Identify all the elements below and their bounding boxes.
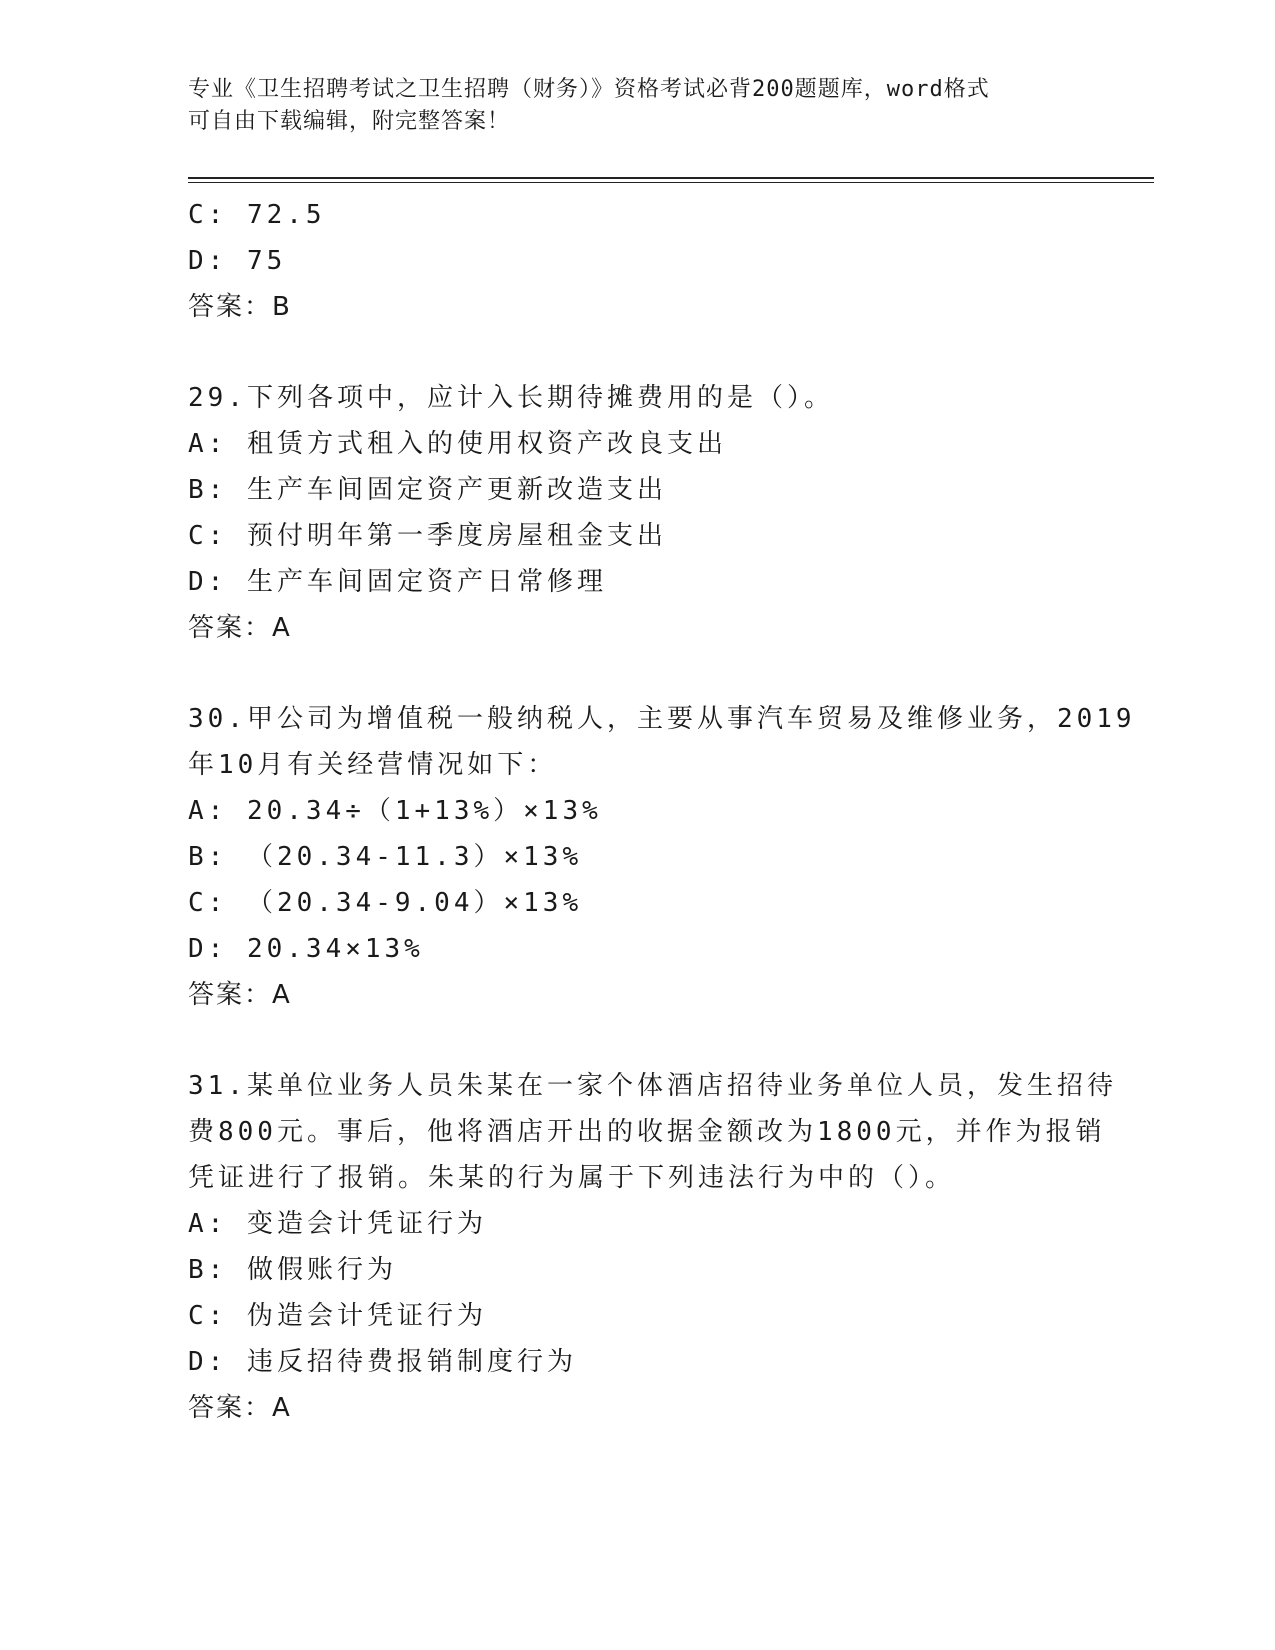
option-a: A: 租赁方式租入的使用权资产改良支出 <box>188 429 727 459</box>
header-divider-thick <box>188 177 1154 179</box>
option-d: D: 生产车间固定资产日常修理 <box>188 567 607 597</box>
question-stem-line: 31.某单位业务人员朱某在一家个体酒店招待业务单位人员，发生招待 <box>188 1071 1117 1101</box>
option-b: B: （20.34-11.3）×13% <box>188 842 583 872</box>
option-d: D: 20.34×13% <box>188 934 424 964</box>
question-30 <box>188 696 1136 1018</box>
spacer <box>188 651 1088 696</box>
option-b: B: 做假账行为 <box>188 1255 397 1285</box>
answer-line: 答案：A <box>188 613 292 643</box>
option-a: A: 20.34÷（1+13%）×13% <box>188 796 602 826</box>
option-c: C: 预付明年第一季度房屋租金支出 <box>188 521 667 551</box>
option-b: B: 生产车间固定资产更新改造支出 <box>188 475 667 505</box>
header-divider-thin <box>188 182 1154 183</box>
header-title-line-2: 可自由下载编辑，附完整答案！ <box>188 109 511 134</box>
question-stem-line: 凭证进行了报销。朱某的行为属于下列违法行为中的（）。 <box>188 1163 956 1193</box>
answer-line: 答案：A <box>188 1393 292 1423</box>
option-d: D: 违反招待费报销制度行为 <box>188 1347 577 1377</box>
option-c: C: 72.5 <box>188 200 326 230</box>
question-stem-line: 29.下列各项中，应计入长期待摊费用的是（）。 <box>188 383 834 413</box>
question-stem <box>188 375 1088 421</box>
header-title-line-1: 专业《卫生招聘考试之卫生招聘（财务）》资格考试必背200题题库，word格式 <box>188 77 990 102</box>
option-c: C: （20.34-9.04）×13% <box>188 888 583 918</box>
question-stem-line: 30.甲公司为增值税一般纳税人，主要从事汽车贸易及维修业务，2019 <box>188 704 1136 734</box>
question-stem-line: 年10月有关经营情况如下： <box>188 750 558 780</box>
answer-line: 答案：A <box>188 980 292 1010</box>
question-31 <box>188 1063 1117 1431</box>
document-header <box>188 74 1088 138</box>
spacer <box>188 330 1088 375</box>
answer-line: 答案：B <box>188 292 292 322</box>
question-stem <box>188 1063 1117 1201</box>
question-29 <box>188 375 1088 651</box>
option-a: A: 变造会计凭证行为 <box>188 1209 487 1239</box>
question-stem-line: 费800元。事后，他将酒店开出的收据金额改为1800元，并作为报销 <box>188 1117 1106 1147</box>
question-28-tail <box>188 192 1088 330</box>
spacer <box>188 1018 1088 1063</box>
option-c: C: 伪造会计凭证行为 <box>188 1301 487 1331</box>
question-stem <box>188 696 1136 788</box>
question-content <box>188 192 1136 1431</box>
option-d: D: 75 <box>188 246 287 276</box>
